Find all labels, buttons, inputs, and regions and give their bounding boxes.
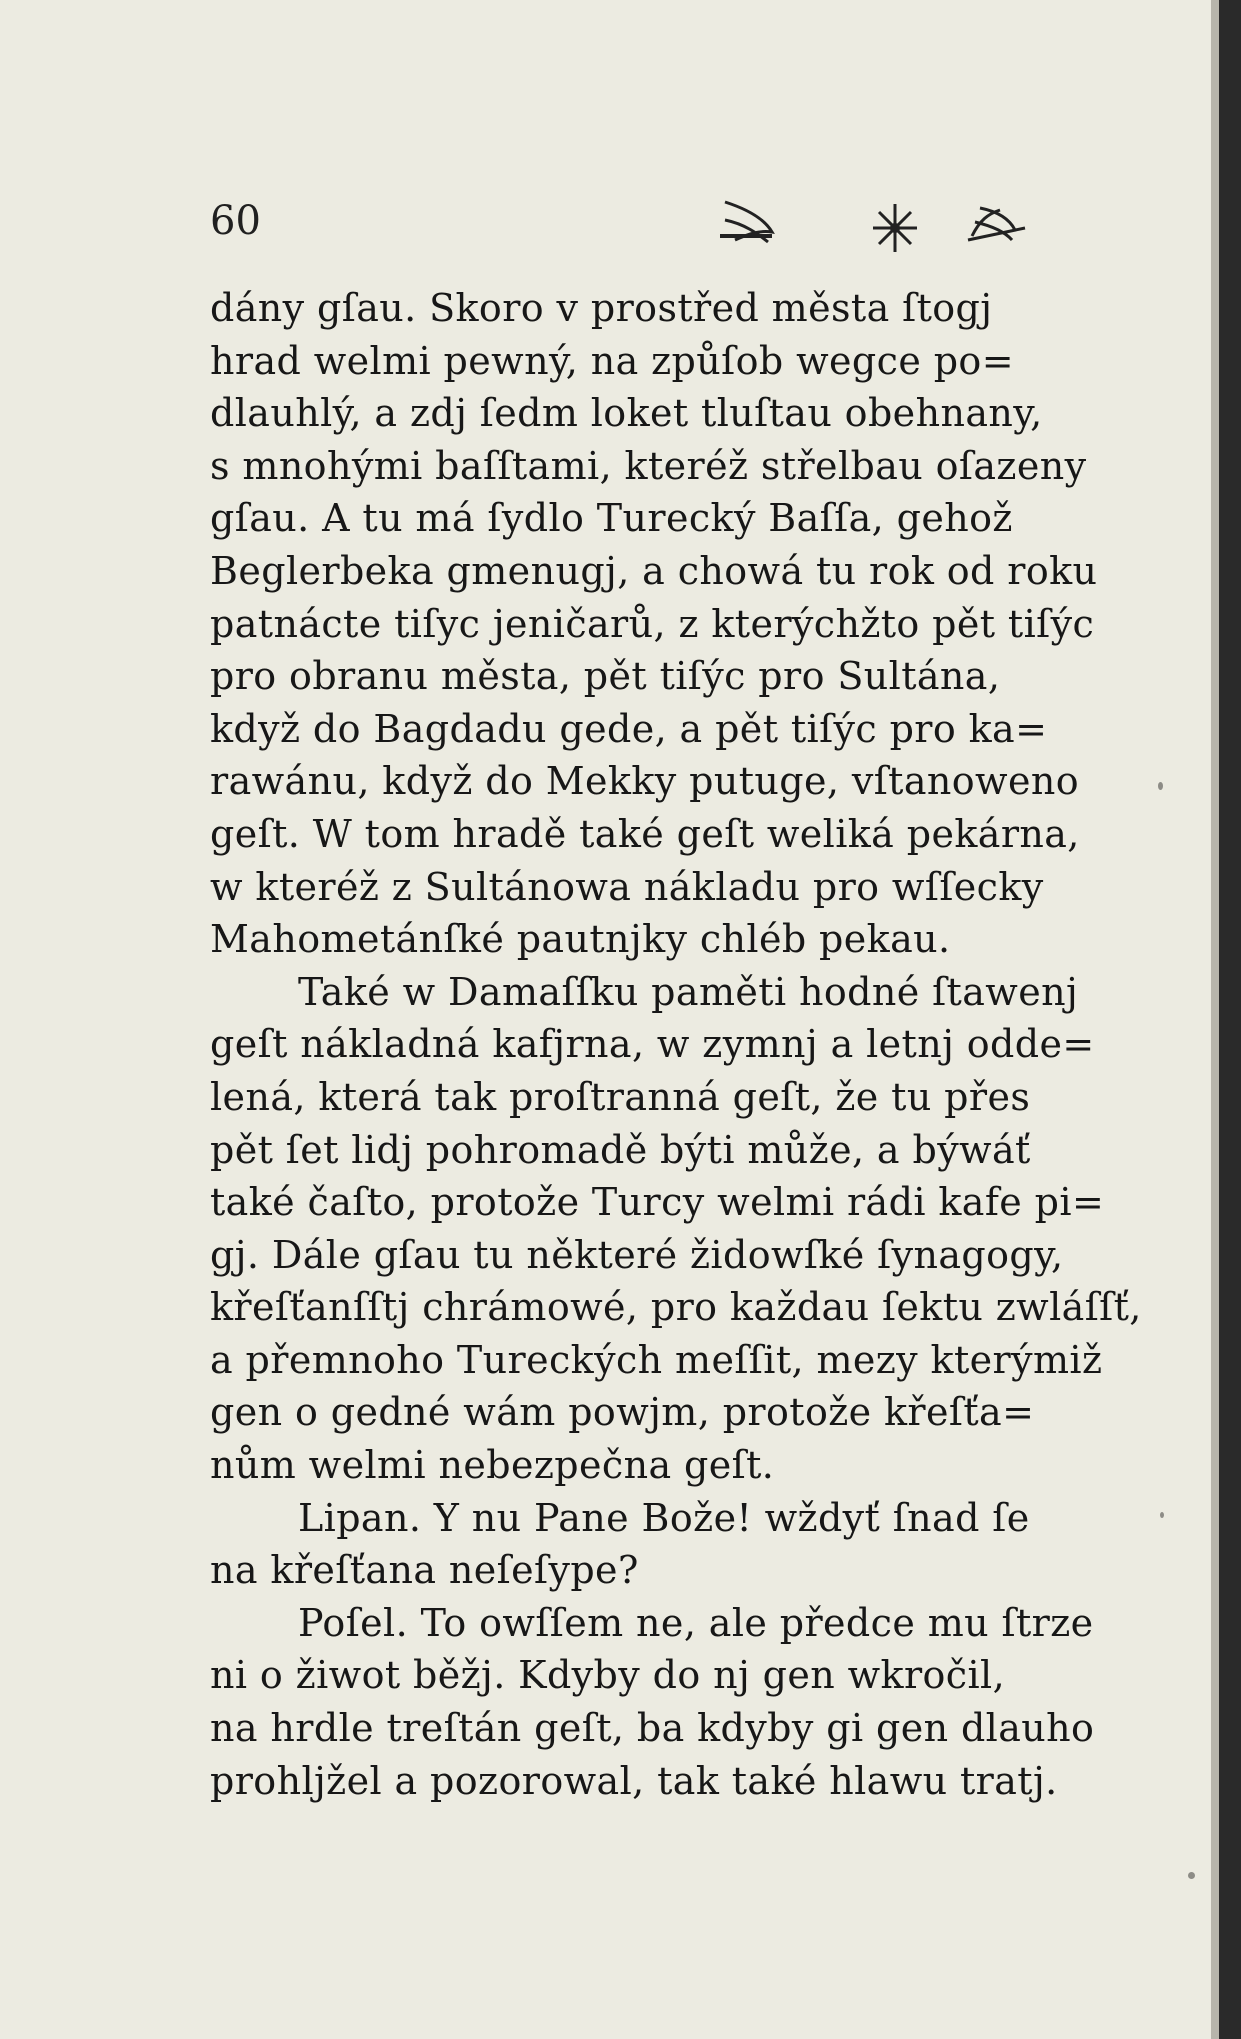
text-line: Poſel. To owſſem ne, ale předce mu ſtrze: [298, 1600, 1094, 1645]
paper-speck: [1160, 1512, 1164, 1518]
text-line: nům welmi nebezpečna geſt.: [210, 1443, 775, 1488]
text-line: na křeſťana neſeſype?: [210, 1548, 639, 1593]
text-line: na hrdle treſtán geſt, ba kdyby gi gen dlauho: [210, 1706, 1095, 1751]
page-header: [210, 190, 1110, 260]
text-line: lená, která tak proſtranná geſt, že tu přes: [210, 1074, 1031, 1119]
text-line: s mnohými baſſtami, kteréž střelbau oſazeny: [210, 443, 1087, 488]
text-line: gſau. A tu má ſydlo Turecký Baſſa, gehož: [210, 496, 1013, 541]
text-line: křeſťanſſtj chrámowé, pro každau ſektu zwláſſť,: [210, 1285, 1142, 1330]
text-line: Lipan. Y nu Pane Bože! wždyť ſnad ſe: [298, 1495, 1030, 1540]
text-line: když do Bagdadu gede, a pět tiſýc pro ka=: [210, 706, 1048, 751]
page-edge-shadow: [1211, 0, 1219, 2039]
text-line: také čaſto, protože Turcy welmi rádi kafe pi=: [210, 1180, 1105, 1225]
text-line: pro obranu města, pět tiſýc pro Sultána,: [210, 654, 1001, 699]
scan-border: [1219, 0, 1241, 2039]
text-line: gj. Dále gſau tu některé židowſké ſynagogy,: [210, 1232, 1064, 1277]
text-line: pět ſet lidj pohromadě býti může, a býwáť: [210, 1127, 1031, 1172]
printer-ornament-icon: [510, 190, 1030, 260]
text-line: dány gſau. Skoro v prostřed města ſtogj: [210, 286, 993, 330]
text-line: patnácte tiſyc jeničarů, z kterýchžto pět tiſýc: [210, 601, 1095, 646]
text-line: rawánu, když do Mekky putuge, vſtanoweno: [210, 759, 1079, 804]
text-line: Beglerbeka gmenugj, a chowá tu rok od roku: [210, 548, 1098, 593]
text-line: dlauhlý, a zdj ſedm loket tluſtau obehnany,: [210, 391, 1043, 436]
text-line: Také w Damaſſku paměti hodné ſtawenj: [298, 969, 1079, 1014]
text-line: hrad welmi pewný, na způſob wegce po=: [210, 338, 1014, 383]
page-number: 60: [210, 198, 261, 244]
text-line: a přemnoho Tureckých meſſit, mezy kterýmiž: [210, 1337, 1103, 1382]
text-line: ni o žiwot běžj. Kdyby do nj gen wkročil,: [210, 1653, 1006, 1698]
text-line: Mahometánſké pautnjky chléb pekau.: [210, 917, 951, 962]
paper-speck: [1188, 1872, 1195, 1879]
text-line: prohljžel a pozorowal, tak také hlawu tratj.: [210, 1758, 1058, 1803]
text-line: geſt nákladná kafjrna, w zymnj a letnj odde=: [210, 1022, 1095, 1067]
body-text: [210, 282, 1142, 1807]
text-line: geſt. W tom hradě také geſt weliká pekárna,: [210, 811, 1080, 856]
text-line: w kteréž z Sultánowa nákladu pro wſſecky: [210, 864, 1044, 909]
text-line: gen o gedné wám powjm, protože křeſťa=: [210, 1390, 1035, 1435]
paper-speck: [1158, 782, 1163, 790]
